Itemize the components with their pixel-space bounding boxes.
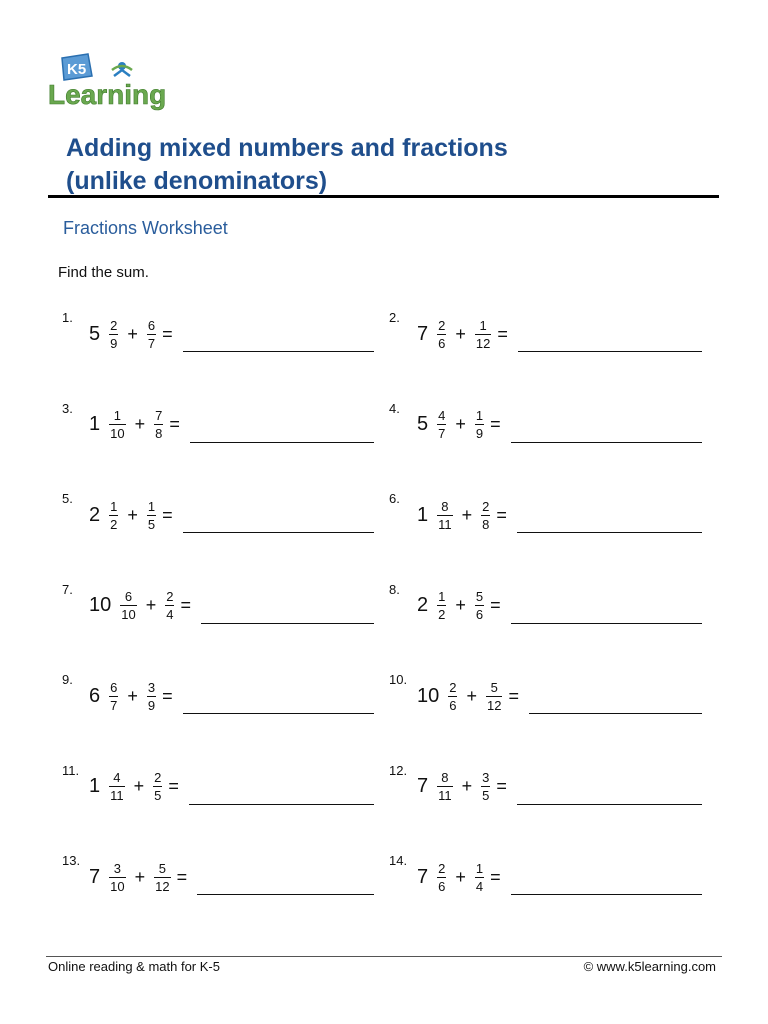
- problem-item: [389, 401, 719, 451]
- problem-number: 12.: [389, 762, 408, 778]
- fraction-bar: [109, 424, 125, 425]
- fraction-2: [475, 318, 491, 351]
- problem-item: [389, 582, 719, 632]
- fraction-bar: [109, 877, 125, 878]
- problem-expression: [89, 857, 187, 897]
- whole-number: 1: [89, 413, 101, 435]
- plus-sign: +: [145, 595, 157, 615]
- whole-number: 6: [89, 684, 101, 707]
- fraction-bar: [486, 696, 502, 697]
- answer-line[interactable]: [189, 804, 374, 805]
- problem-expression: [417, 857, 501, 897]
- answer-line[interactable]: [197, 894, 374, 895]
- numerator: 5: [475, 589, 484, 604]
- fraction-bar: [147, 515, 156, 516]
- plus-sign: +: [455, 414, 466, 434]
- problem-expression: [417, 586, 501, 626]
- denominator: 8: [482, 516, 490, 532]
- denominator: 12: [475, 335, 491, 351]
- answer-line[interactable]: [518, 351, 702, 352]
- answer-line[interactable]: [517, 532, 702, 533]
- logo-figure-icon: [112, 62, 132, 76]
- denominator: 6: [438, 878, 446, 894]
- fraction-bar: [147, 696, 156, 697]
- worksheet-title: [66, 132, 686, 198]
- fraction-bar: [147, 334, 156, 335]
- plus-sign: +: [461, 504, 473, 525]
- fraction-1: [437, 408, 446, 441]
- answer-line[interactable]: [201, 623, 374, 624]
- denominator: 6: [449, 697, 457, 713]
- problem-number: 2.: [389, 310, 400, 325]
- denominator: 6: [438, 335, 446, 351]
- problem-expression: [89, 676, 173, 716]
- plus-sign: +: [455, 323, 466, 344]
- fraction-2: [147, 499, 156, 532]
- problem-item: [62, 763, 392, 813]
- equals-sign: =: [176, 866, 188, 887]
- fraction-bar: [120, 605, 136, 606]
- problem-item: [389, 763, 719, 813]
- whole-number: 10: [417, 684, 440, 707]
- fraction-bar: [154, 877, 170, 878]
- denominator: 12: [487, 697, 502, 713]
- fraction-2: [154, 408, 163, 441]
- numerator: 1: [147, 498, 156, 514]
- fraction-1: [109, 408, 125, 441]
- problem-item: [62, 401, 392, 451]
- problem-item: [62, 853, 392, 903]
- problem-item: [389, 310, 719, 360]
- plus-sign: +: [461, 776, 473, 796]
- worksheet-subtitle: Fractions Worksheet: [63, 218, 228, 238]
- problem-expression: [417, 676, 519, 716]
- denominator: 2: [438, 607, 446, 622]
- denominator: 12: [155, 878, 170, 894]
- fraction-bar: [153, 786, 162, 787]
- svg-text:Learning: Learning: [48, 79, 167, 110]
- whole-number: 2: [417, 594, 429, 616]
- denominator: 9: [475, 426, 484, 441]
- problem-expression: [89, 314, 173, 354]
- denominator: 6: [475, 607, 484, 622]
- problem-expression: [417, 767, 507, 807]
- denominator: 5: [482, 788, 490, 803]
- problem-number: 4.: [389, 400, 400, 416]
- plus-sign: +: [134, 866, 146, 887]
- fraction-bar: [475, 877, 484, 878]
- problem-expression: [89, 767, 179, 807]
- numerator: 1: [475, 860, 484, 876]
- denominator: 10: [110, 878, 125, 894]
- answer-line[interactable]: [511, 894, 702, 895]
- problem-number: 11.: [62, 762, 80, 778]
- answer-line[interactable]: [529, 713, 702, 714]
- fraction-2: [153, 770, 162, 803]
- fraction-bar: [109, 786, 125, 787]
- problem-item: [389, 672, 719, 722]
- answer-line[interactable]: [183, 351, 374, 352]
- numerator: 6: [110, 679, 118, 695]
- fraction-bar: [165, 605, 174, 606]
- problem-number: 5.: [62, 491, 73, 506]
- equals-sign: =: [162, 504, 173, 525]
- fraction-1: [109, 499, 118, 532]
- plus-sign: +: [127, 323, 138, 344]
- fraction-2: [486, 680, 502, 713]
- fraction-bar: [154, 424, 163, 425]
- problem-number: 1.: [62, 310, 73, 325]
- equals-sign: =: [490, 595, 501, 615]
- fraction-bar: [437, 786, 453, 787]
- whole-number: 2: [89, 503, 101, 526]
- fraction-1: [120, 589, 136, 622]
- numerator: 3: [147, 679, 156, 695]
- numerator: 2: [482, 498, 490, 514]
- problem-expression: [417, 314, 508, 354]
- fraction-1: [437, 499, 453, 532]
- numerator: 1: [479, 317, 487, 333]
- numerator: 2: [166, 589, 174, 604]
- answer-line[interactable]: [517, 804, 702, 805]
- denominator: 11: [438, 516, 452, 532]
- fraction-bar: [475, 424, 484, 425]
- equals-sign: =: [508, 685, 519, 706]
- numerator: 8: [441, 770, 449, 785]
- numerator: 2: [154, 770, 162, 785]
- denominator: 9: [110, 335, 118, 351]
- fraction-2: [154, 861, 170, 894]
- denominator: 10: [110, 426, 125, 441]
- problem-number: 6.: [389, 491, 400, 506]
- footer-tagline: Online reading & math for K-5: [48, 959, 220, 974]
- equals-sign: =: [496, 776, 507, 796]
- numerator: 3: [482, 770, 490, 785]
- answer-line[interactable]: [511, 442, 702, 443]
- equals-sign: =: [490, 866, 501, 887]
- problem-expression: [89, 495, 173, 535]
- footer-website: © www.k5learning.com: [583, 959, 716, 974]
- equals-sign: =: [162, 323, 173, 344]
- numerator: 5: [490, 679, 498, 695]
- fraction-2: [481, 770, 490, 803]
- title-line-2: (unlike denominators): [66, 167, 328, 195]
- equals-sign: =: [496, 504, 507, 525]
- whole-number: 1: [417, 503, 429, 526]
- whole-number: 5: [89, 322, 101, 345]
- plus-sign: +: [466, 685, 477, 706]
- problem-number: 10.: [389, 672, 408, 687]
- plus-sign: +: [127, 685, 138, 706]
- fraction-1: [109, 770, 125, 803]
- problem-number: 7.: [62, 581, 73, 597]
- whole-number: 5: [417, 413, 429, 435]
- fraction-1: [109, 318, 118, 351]
- plus-sign: +: [134, 414, 146, 434]
- whole-number: 10: [89, 594, 112, 616]
- problem-expression: [417, 495, 507, 535]
- fraction-bar: [437, 334, 446, 335]
- svg-text:K5: K5: [67, 61, 87, 78]
- problem-expression: [417, 405, 501, 445]
- title-divider: [48, 195, 719, 198]
- fraction-bar: [448, 696, 457, 697]
- fraction-bar: [475, 605, 484, 606]
- logo-badge-icon: [62, 54, 92, 80]
- equals-sign: =: [168, 776, 179, 796]
- problem-item: [389, 491, 719, 541]
- problem-item: [62, 491, 392, 541]
- numerator: 1: [110, 498, 118, 514]
- problem-number: 8.: [389, 581, 400, 597]
- denominator: 4: [166, 607, 174, 622]
- problem-expression: [89, 586, 191, 626]
- answer-line[interactable]: [511, 623, 702, 624]
- denominator: 7: [438, 426, 446, 441]
- whole-number: 7: [417, 322, 429, 345]
- equals-sign: =: [180, 595, 191, 615]
- fraction-1: [437, 861, 446, 894]
- problem-item: [62, 310, 392, 360]
- whole-number: 7: [417, 865, 429, 888]
- plus-sign: +: [127, 504, 138, 525]
- whole-number: 7: [417, 775, 429, 797]
- fraction-bar: [437, 515, 453, 516]
- denominator: 5: [154, 788, 162, 803]
- fraction-2: [475, 408, 484, 441]
- numerator: 2: [438, 860, 446, 876]
- numerator: 2: [438, 317, 446, 333]
- fraction-2: [147, 680, 156, 713]
- fraction-bar: [109, 334, 118, 335]
- problem-item: [389, 853, 719, 903]
- whole-number: 1: [89, 775, 101, 797]
- problem-item: [62, 582, 392, 632]
- fraction-2: [475, 861, 484, 894]
- plus-sign: +: [455, 595, 466, 615]
- numerator: 2: [449, 679, 457, 695]
- numerator: 1: [438, 589, 446, 604]
- problem-expression: [89, 405, 180, 445]
- problem-number: 14.: [389, 853, 408, 868]
- denominator: 7: [147, 335, 156, 351]
- fraction-2: [475, 589, 484, 622]
- numerator: 7: [155, 408, 163, 423]
- k5-learning-logo: [46, 50, 188, 112]
- footer-divider: [46, 956, 722, 957]
- problem-number: 13.: [62, 853, 81, 868]
- fraction-bar: [481, 786, 490, 787]
- numerator: 1: [113, 408, 121, 423]
- fraction-bar: [437, 605, 446, 606]
- fraction-2: [147, 318, 156, 351]
- fraction-bar: [109, 696, 118, 697]
- fraction-bar: [481, 515, 490, 516]
- fraction-1: [109, 680, 118, 713]
- answer-line[interactable]: [190, 442, 374, 443]
- denominator: 4: [475, 878, 484, 894]
- fraction-1: [448, 680, 457, 713]
- fraction-1: [437, 770, 453, 803]
- answer-line[interactable]: [183, 532, 374, 533]
- denominator: 10: [121, 607, 136, 622]
- denominator: 7: [110, 697, 118, 713]
- equals-sign: =: [497, 323, 508, 344]
- fraction-1: [437, 318, 446, 351]
- fraction-1: [437, 589, 446, 622]
- fraction-bar: [437, 877, 446, 878]
- denominator: 11: [438, 788, 452, 803]
- numerator: 3: [113, 860, 121, 876]
- numerator: 4: [438, 408, 446, 423]
- numerator: 1: [475, 408, 484, 423]
- equals-sign: =: [490, 414, 501, 434]
- fraction-bar: [475, 334, 491, 335]
- whole-number: 7: [89, 865, 101, 888]
- denominator: 11: [110, 788, 124, 803]
- denominator: 9: [147, 697, 156, 713]
- denominator: 2: [110, 516, 118, 532]
- equals-sign: =: [162, 685, 173, 706]
- problem-number: 9.: [62, 672, 73, 687]
- equals-sign: =: [169, 414, 180, 434]
- numerator: 6: [147, 317, 156, 333]
- numerator: 8: [441, 498, 449, 514]
- fraction-bar: [437, 424, 446, 425]
- instructions-text: Find the sum.: [58, 264, 149, 281]
- answer-line[interactable]: [183, 713, 374, 714]
- numerator: 4: [113, 770, 121, 785]
- problem-item: [62, 672, 392, 722]
- fraction-1: [109, 861, 125, 894]
- denominator: 5: [147, 516, 156, 532]
- problem-number: 3.: [62, 400, 73, 416]
- numerator: 6: [124, 589, 133, 604]
- plus-sign: +: [455, 866, 466, 887]
- numerator: 2: [110, 317, 118, 333]
- fraction-2: [165, 589, 174, 622]
- plus-sign: +: [133, 776, 145, 796]
- denominator: 8: [155, 426, 163, 441]
- fraction-2: [481, 499, 490, 532]
- title-line-1: Adding mixed numbers and fractions: [66, 134, 508, 162]
- fraction-bar: [109, 515, 118, 516]
- numerator: 5: [158, 860, 166, 876]
